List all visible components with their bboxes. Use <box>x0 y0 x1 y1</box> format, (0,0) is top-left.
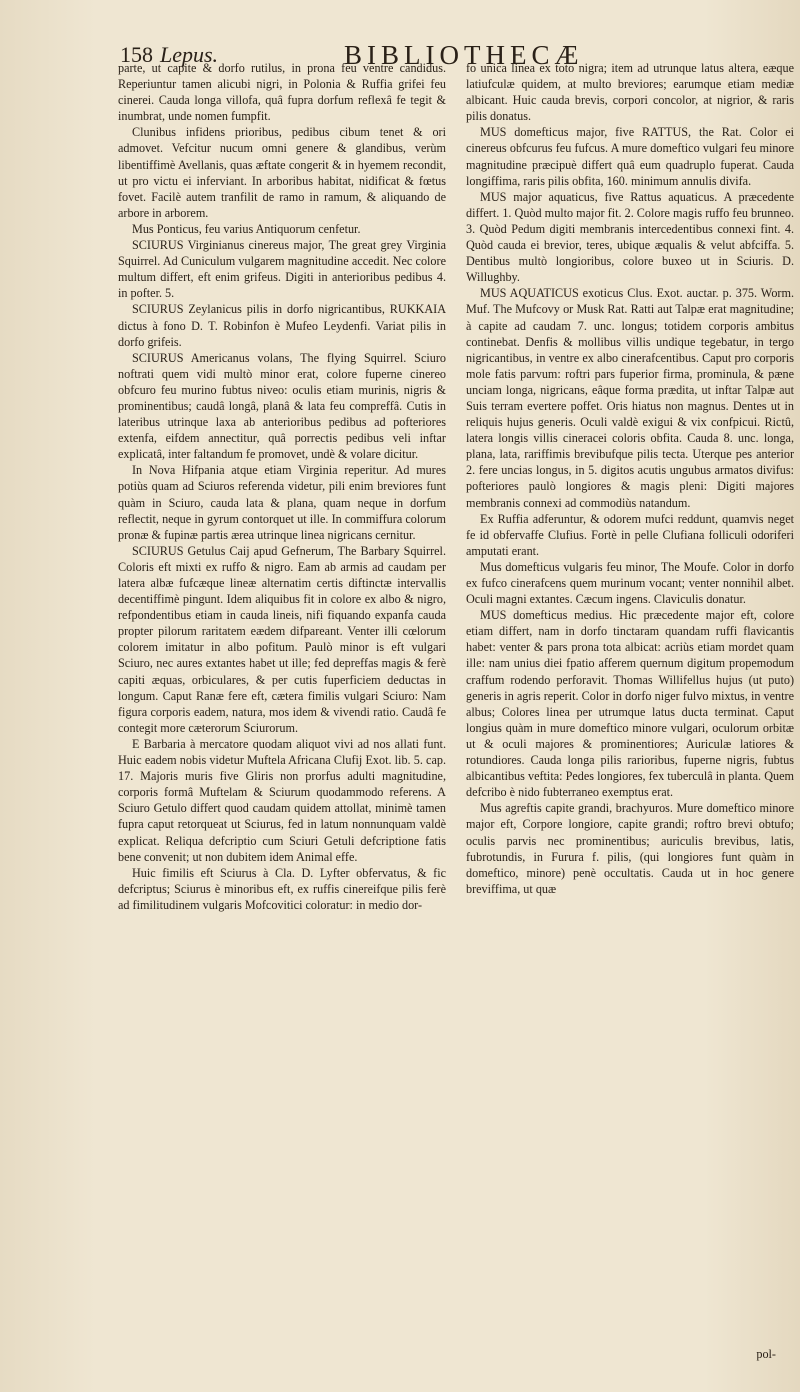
paragraph: Huic fimilis eft Sciurus à Cla. D. Lyfter obfervatus, & fic defcriptus; Sciurus è minoribus eft, ex ruffis cinereifque pilis ferè ad fimilitudinem vulgaris Mofcovitici coloratur: in medio dor- <box>118 865 446 912</box>
page-number: 158 <box>120 42 153 67</box>
catchword: pol- <box>756 1347 776 1361</box>
running-head: Lepus. <box>160 42 219 67</box>
paragraph: MUS domefticus major, five RATTUS, the Rat. Color ei cinereus obfcurus feu fufcus. A mure domeftico vulgari feu minore magnitudine præcipuè differt quâ eum quadruplo fuperat. Cauda longiffima, raris pilis obfita, 160. minimum annulis divifa. <box>466 125 794 188</box>
paragraph: Ex Ruffia adferuntur, & odorem mufci reddunt, quamvis neget fe id obfervaffe Clufius. Fortè in pelle Clufiana folliculi odoriferi amputati erant. <box>466 511 794 558</box>
paragraph: parte, ut capite & dorfo rutilus, in prona feu ventre candidus. Reperiuntur tamen alicubi nigri, in Polonia & Ruffia grifei feu cinerei. Cauda longa villofa, quâ fupra dorfum reflexâ fe tegit & inumbrat, unde nomen fumpfit. <box>118 61 446 124</box>
paragraph: SCIURUS Zeylanicus pilis in dorfo nigricantibus, RUKKAIA dictus à fono D. T. Robinfon è Mufeo Leydenfi. Variat pilis in dorfo grifeis. <box>118 302 446 349</box>
left-column <box>118 60 446 913</box>
paragraph: SCIURUS Americanus volans, The flying Squirrel. Sciuro noftrati quem vidi multò minor erat, colore fuperne cinereo obfcuro feu murino fubtus niveo: oculis etiam murinis, nigris & prominentibus; caudâ longâ, planâ & lata feu compreffâ. Cutis in lateribus utrinque laxa ab anterioribus pedibus ad pofteriores extenfa, eifdem annectitur, quâ porrectis pedibus veli inftar explicatâ, inter faltandum fe promovet, undè & volare dicitur. <box>118 350 446 462</box>
paragraph: MUS AQUATICUS exoticus Clus. Exot. auctar. p. 375. Worm. Muf. The Mufcovy or Musk Rat. Ratti aut Talpæ erat magnitudine; à capite ad caudam 7. unc. longus; totidem corporis ambitus continebat. Denfis & mollibus villis undique tegebatur, in tergo nigricantibus, in ventre ex albo cinerafcentibus. Caput pro corporis mole fatis parvum: roftri pars fuperior firma, prominula, & pæne unciam longa, nigricans, eâque forma prædita, ut inftar Talpæ aut Suis terram evertere poffet. Oris hiatus non magnus. Dentes ut in reliquis hujus generis. Oculi valdè exigui & vix confpicui. Rictû, latera longis villis cineracei coloris obfita. Cauda 8. unc. longa, plana, lata, rariffimis brevibufque pilis tecta. Uterque pes anterior 2. fere uncias longus, in 5. digitos acutis ungubus armatos divifus: pofteriores paulò longiores & magis pleni: Digiti majores membranis connexi ad commodiùs natandum. <box>466 286 794 510</box>
paragraph: fo unica linea ex toto nigra; item ad utrunque latus altera, eæque latiufculæ quidem, at multo breviores; earumque etiam mediæ albicant. Huic cauda brevis, corpori concolor, at nigrior, & raris pilis donatus. <box>466 61 794 124</box>
right-column <box>466 60 794 913</box>
paragraph: MUS major aquaticus, five Rattus aquaticus. A præcedente differt. 1. Quòd multo major fit. 2. Colore magis ruffo feu brunneo. 3. Quòd Pedum digiti membranis intercedentibus connexi fint. 4. Quòd cauda ei brevior, teres, ubique æqualis & velut abfciffa. 5. Dentibus multò longioribus, colore buxeo ut in Sciuris. D. Willughby. <box>466 189 794 285</box>
paragraph: E Barbaria à mercatore quodam aliquot vivi ad nos allati funt. Huic eadem nobis videtur Muftela Africana Clufij Exot. lib. 5. cap. 17. Majoris muris five Gliris non prorfus adulti magnitudine, corporis formâ Muftelam & Sciurum quodammodo referens. A Sciuro Getulo differt quod caudam quidem attollat, minimè tamen fupra caput retorqueat ut Sciurus, fed in latum nonnunquam valdè explicat. Reliqua defcriptio cum Sciuri Getuli defcriptione fatis bene convenit; ut non dubitem idem Animal effe. <box>118 736 446 864</box>
paragraph: SCIURUS Getulus Caij apud Gefnerum, The Barbary Squirrel. Coloris eft mixti ex ruffo & nigro. Eam ab armis ad caudam per latera albæ fufcæque lineæ alternatim certis diftinctæ intervallis decentiffimè pingunt. Idem aliquibus fit in colore ex albo & nigro, refpondentibus etiam in cauda lineis, nifi fiquando expanfa cauda propter pilorum raritatem eædem difpareant. Venter illi cœlorum colorem imitatur in albo pofitum. Paulò minor is eft vulgari Sciuro, nec aures extantes habet ut ille; fed depreffas magis & ferè capiti æquas, orbiculares, & per cutis fuperficiem deductas in longum. Caput Ranæ fere eft, cætera fimilis vulgari Sciuro: Nam figura corporis eadem, natura, mos idem & vivendi ratio. Caudâ fe contegit more cæterorum Sciurorum. <box>118 543 446 735</box>
paragraph: Clunibus infidens prioribus, pedibus cibum tenet & ori admovet. Vefcitur nucum omni genere & glandibus, verùm libentiffimè Avellanis, quas æftate congerit & in hyemem recondit, ut pro victu ei inferviant. In arboribus habitat, nidificat & fœtus fovet. Facilè autem tranfilit de ramo in ramum, & aliquando de arbore in arborem. <box>118 125 446 220</box>
paragraph: MUS domefticus medius. Hic præcedente major eft, colore etiam differt, nam in dorfo tinctaram quandam ruffi flavicantis habet: venter & pars prona tota albicat: acriùs etiam mordet quam ille: nam unius diei fpatio afferem quernum digitum propemodum craffum rodendo perforavit. Thomas Willifellus hujus (ut puto) generis in agris reperit. Color in dorfo niger fulvo mixtus, in ventre albus; Colores linea per utrumque latus ducta terminat. Caput longius quàm in mure domeftico minore vulgari, oculorum orbitæ ut & oculi majores & prominentiores; Auriculæ latiores & rotundiores. Cauda longa pilis rarioribus, fuperne nigris, fubtus albicantibus veftita: Pedes longiores, fex tuberculâ in planta. Quem defcribo è nido fubterraneo exemptus erat. <box>466 608 794 800</box>
paragraph: Mus Ponticus, feu varius Antiquorum cenfetur. <box>132 221 361 236</box>
paragraph: Mus agreftis capite grandi, brachyuros. Mure domeftico minore major eft, Corpore longiore, capite grandi; roftro brevi obtufo; oculis parvis nec prominentibus; auriculis brevibus, latis, fubrotundis, in Furura f. pilis, (qui longiores funt quàm in domeftico, minore) penè occultatis. Cauda ut in hoc genere breviffima, ut quæ <box>466 801 794 896</box>
paragraph: In Nova Hifpania atque etiam Virginia reperitur. Ad mures potiùs quam ad Sciuros referenda videtur, pili enim breviores funt quàm in Sciuro, cauda lata & plana, quam neque in dorfum reflectit, neque in gyrum contorquet ut ille. In commiffura colorum pronæ & fupinæ partis ærea utrinque linea nigricans cernitur. <box>118 463 446 542</box>
section-title: BIBLIOTHECÆ <box>344 40 584 70</box>
text-columns <box>118 60 794 913</box>
paragraph: SCIURUS Virginianus cinereus major, The great grey Virginia Squirrel. Ad Cuniculum vulgarem magnitudine accedit. Nec colore multum differt, eft enim grifeus. Digiti in anterioribus pedibus 4. in pofter. 5. <box>118 238 446 301</box>
paragraph: Mus domefticus vulgaris feu minor, The Moufe. Color in dorfo ex fufco cinerafcens quem murinum vocant; venter nonnihil albet. Oculi magni extantes. Cæcum ingens. Claviculis donatur. <box>466 559 794 607</box>
